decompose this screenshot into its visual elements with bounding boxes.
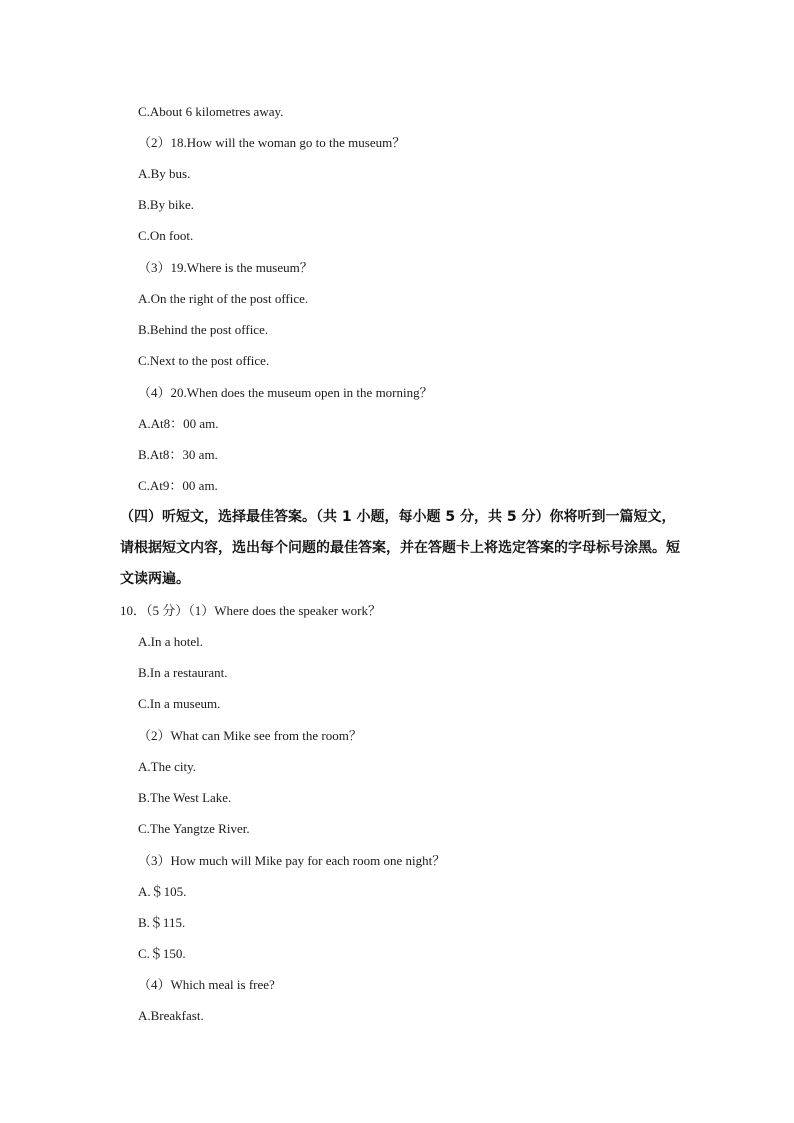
q19-question: （3）19.Where is the museum？	[138, 260, 313, 275]
q10-3-question: （3）How much will Mike pay for each room one night？	[138, 853, 446, 868]
q10-4-option-a: A.Breakfast.	[138, 1008, 204, 1023]
q19-option-a: A.On the right of the post office.	[138, 291, 309, 306]
q10-3-option-b: B.＄115.	[138, 915, 186, 930]
q18-option-b: B.By bike.	[138, 197, 194, 212]
q10-1-option-c: C.In a museum.	[138, 696, 221, 711]
q10-3-option-a: A.＄105.	[138, 884, 187, 899]
q18-option-a: A.By bus.	[138, 166, 191, 181]
q10-3-option-c: C.＄150.	[138, 946, 186, 961]
q20-option-b: B.At8：30 am.	[138, 447, 218, 462]
q10-header: 10．（5 分）（1）Where does the speaker work？	[120, 603, 382, 618]
q10-1-option-a: A.In a hotel.	[138, 634, 203, 649]
q17-option-c: C.About 6 kilometres away.	[138, 104, 284, 119]
q20-question: （4）20.When does the museum open in the morning？	[138, 385, 433, 400]
q10-2-option-b: B.The West Lake.	[138, 790, 232, 805]
q19-option-c: C.Next to the post office.	[138, 353, 270, 368]
q18-question: （2）18.How will the woman go to the museum？	[138, 135, 406, 150]
section-four-instructions: （四）听短文，选择最佳答案。（共 1 小题，每小题 5 分，共 5 分）你将听到一篇短文，请根据短文内容，选出每个问题的最佳答案，并在答题卡上将选定答案的字母标号涂黑。短文读两遍。	[120, 509, 680, 587]
q20-option-a: A.At8：00 am.	[138, 416, 219, 431]
q10-4-question: （4）Which meal is free?	[138, 977, 275, 992]
q10-2-option-a: A.The city.	[138, 759, 196, 774]
q10-2-question: （2）What can Mike see from the room？	[138, 728, 362, 743]
q10-1-option-b: B.In a restaurant.	[138, 665, 228, 680]
q18-option-c: C.On foot.	[138, 228, 194, 243]
q19-option-b: B.Behind the post office.	[138, 322, 269, 337]
q10-2-option-c: C.The Yangtze River.	[138, 821, 250, 836]
q20-option-c: C.At9：00 am.	[138, 478, 218, 493]
